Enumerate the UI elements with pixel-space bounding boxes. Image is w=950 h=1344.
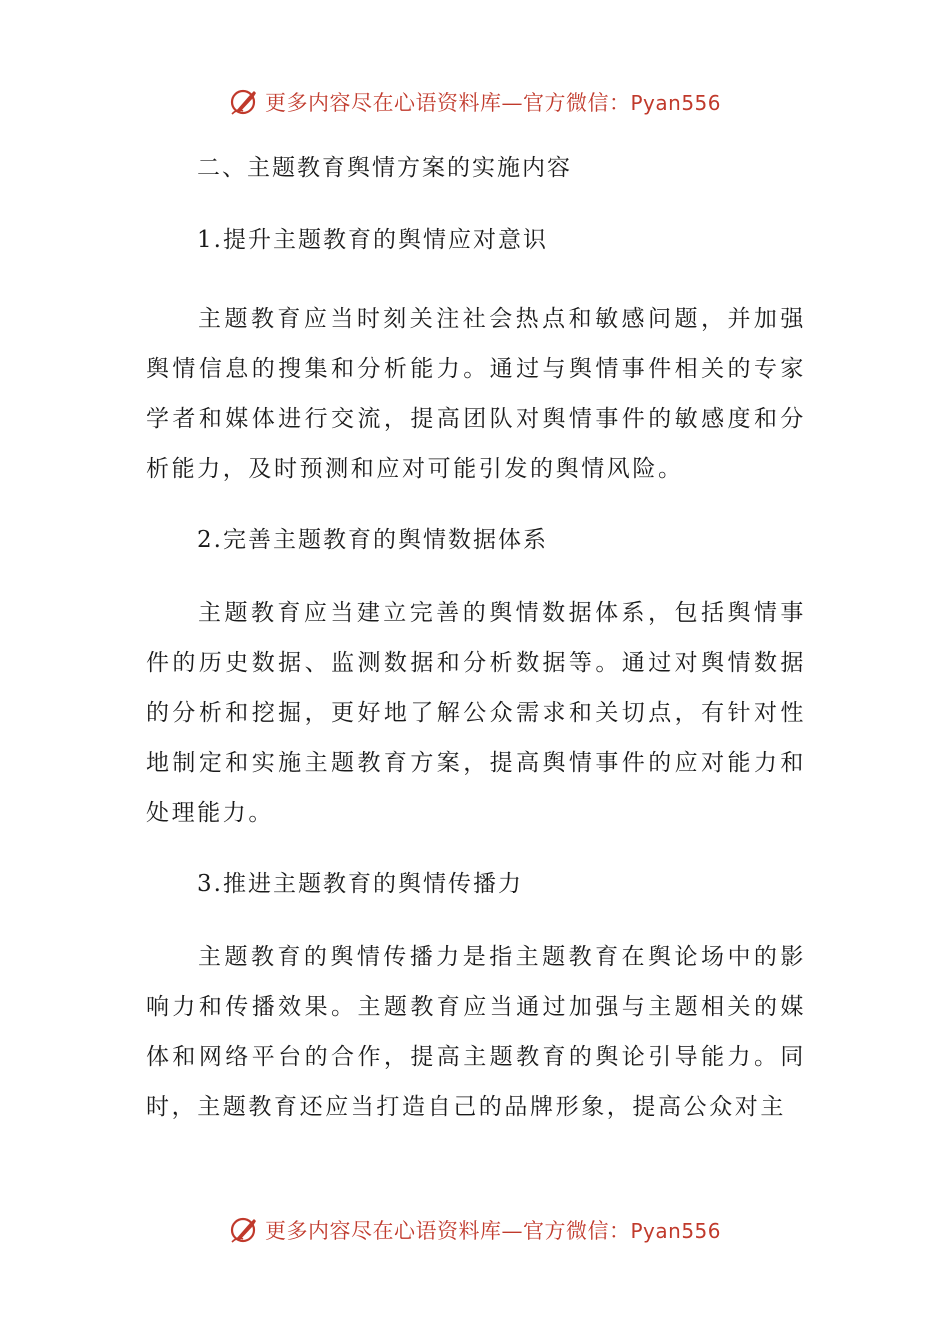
subsection-heading-1: 1.提升主题教育的舆情应对意识 [197,227,548,253]
pen-logo-icon [229,1215,259,1245]
subsection-heading-2: 2.完善主题教育的舆情数据体系 [197,527,548,553]
watermark-text: 更多内容尽在心语资料库—官方微信：Pyan556 [264,91,721,115]
paragraph-1: 主题教育应当时刻关注社会热点和敏感问题，并加强舆情信息的搜集和分析能力。通过与舆情事件相关的专家学者和媒体进行交流，提高团队对舆情事件的敏感度和分析能力，及时预测和应对可能引发的舆情风险。 [146,306,806,482]
watermark-footer [0,1210,950,1250]
paragraph-2: 主题教育应当建立完善的舆情数据体系，包括舆情事件的历史数据、监测数据和分析数据等。通过对舆情数据的分析和挖掘，更好地了解公众需求和关切点，有针对性地制定和实施主题教育方案，提高舆情事件的应对能力和处理能力。 [146,600,806,826]
section-title: 二、主题教育舆情方案的实施内容 [197,155,572,181]
watermark-text: 更多内容尽在心语资料库—官方微信：Pyan556 [264,1219,721,1243]
subsection-heading-3: 3.推进主题教育的舆情传播力 [197,871,523,897]
pen-logo-icon [229,87,259,117]
document-body [146,148,806,1132]
paragraph-3: 主题教育的舆情传播力是指主题教育在舆论场中的影响力和传播效果。主题教育应当通过加强与主题相关的媒体和网络平台的合作，提高主题教育的舆论引导能力。同时，主题教育还应当打造自己的品牌形象，提高公众对主 [146,944,806,1120]
watermark-header [0,82,950,122]
